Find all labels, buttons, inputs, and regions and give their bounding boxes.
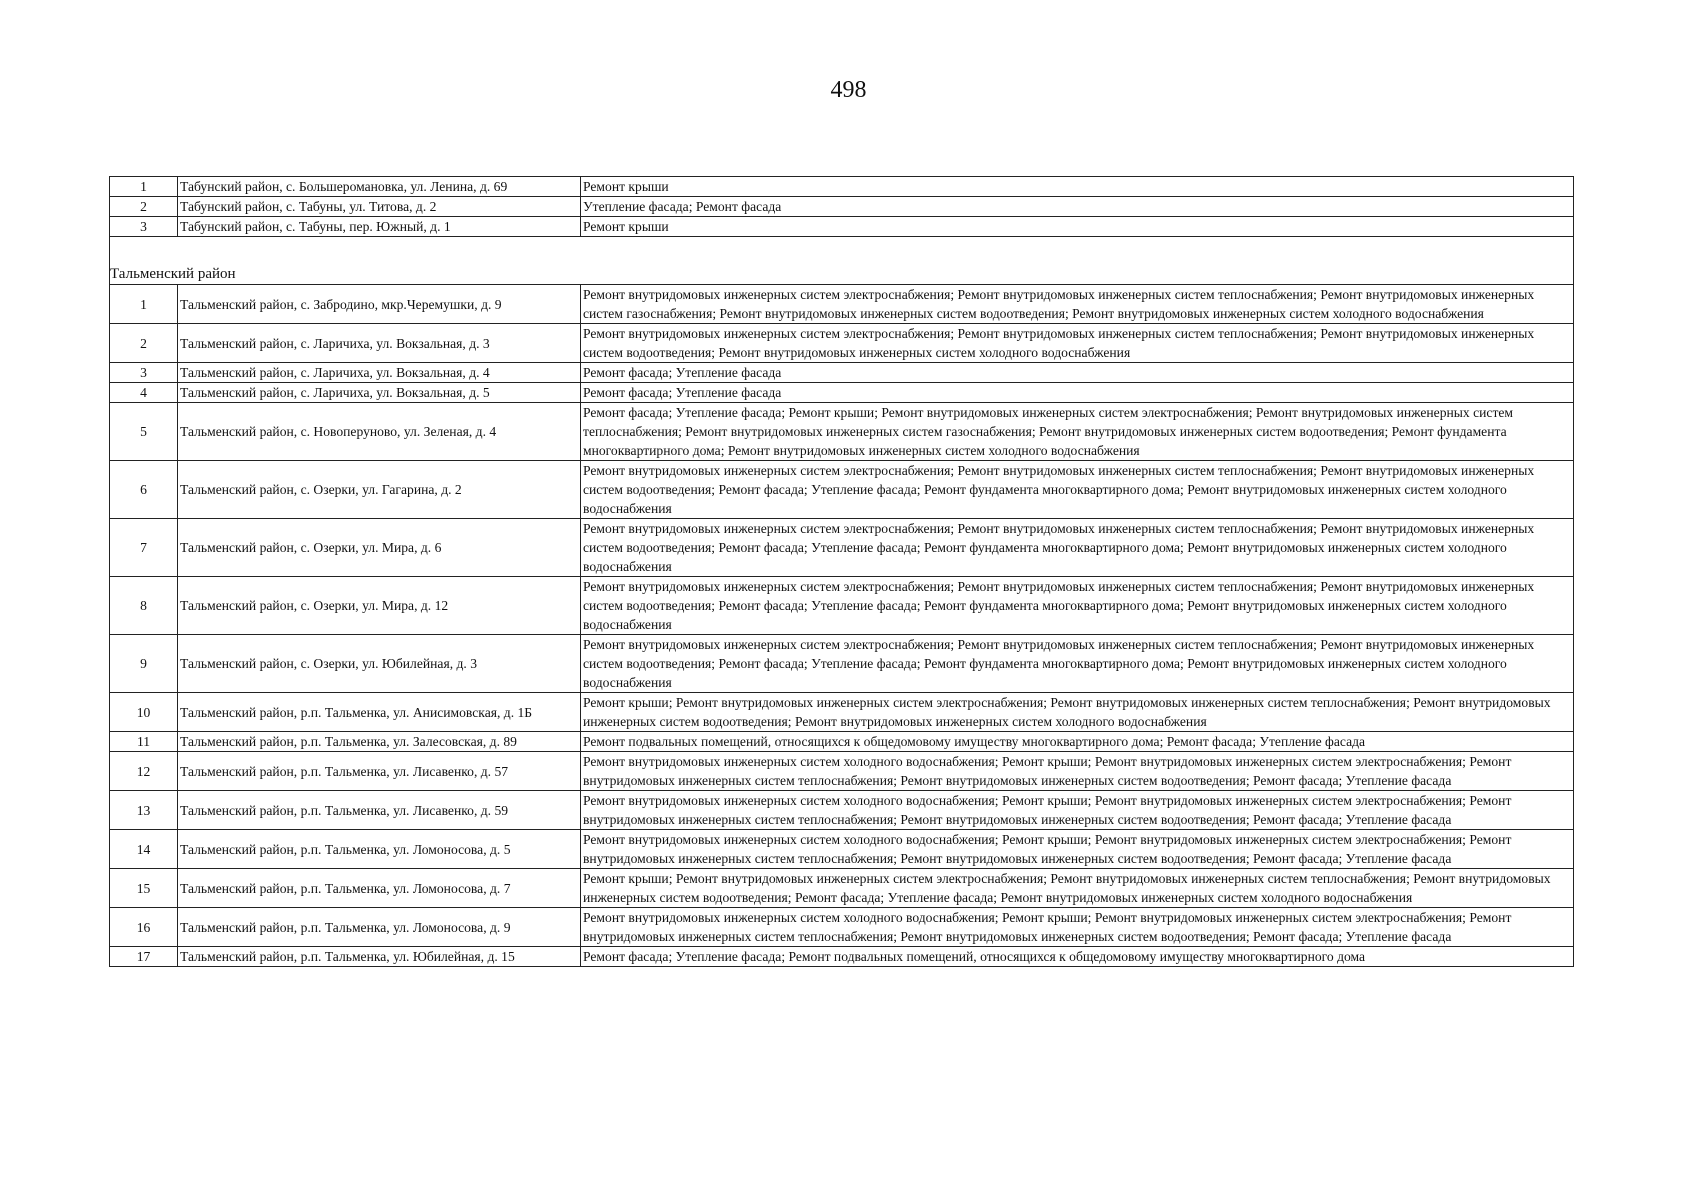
works-cell: Ремонт крыши; Ремонт внутридомовых инженерных систем электроснабжения; Ремонт внутридомовых инженерных систем теплоснабжения; Ремонт внутридомовых инженерных систем водоотведения; Ремонт внутридомовых инженерных систем холодного водоснабжения [581,693,1574,732]
works-cell: Ремонт внутридомовых инженерных систем электроснабжения; Ремонт внутридомовых инженерных систем теплоснабжения; Ремонт внутридомовых инженерных систем водоотведения; Ремонт внутридомовых инженерных систем холодного водоснабжения [581,324,1574,363]
address-cell: Тальменский район, р.п. Тальменка, ул. Юбилейная, д. 15 [178,947,581,967]
works-cell: Ремонт внутридомовых инженерных систем электроснабжения; Ремонт внутридомовых инженерных систем теплоснабжения; Ремонт внутридомовых инженерных систем водоотведения; Ремонт фасада; Утепление фасада; Ремонт фундамента многоквартирного дома; Ремонт внутридомовых инженерных систем холодного водоснабжения [581,519,1574,577]
repair-register-table [109,176,1574,967]
row-number: 17 [110,947,178,967]
address-cell: Тальменский район, с. Ларичиха, ул. Вокзальная, д. 4 [178,363,581,383]
row-number: 12 [110,752,178,791]
row-number: 15 [110,869,178,908]
address-cell: Тальменский район, р.п. Тальменка, ул. Ломоносова, д. 9 [178,908,581,947]
table-row [110,383,1574,403]
works-cell: Ремонт крыши; Ремонт внутридомовых инженерных систем электроснабжения; Ремонт внутридомовых инженерных систем теплоснабжения; Ремонт внутридомовых инженерных систем водоотведения; Ремонт фасада; Утепление фасада; Ремонт внутридомовых инженерных систем холодного водоснабжения [581,869,1574,908]
row-number: 9 [110,635,178,693]
works-cell: Ремонт фасада; Утепление фасада; Ремонт крыши; Ремонт внутридомовых инженерных систем электроснабжения; Ремонт внутридомовых инженерных систем теплоснабжения; Ремонт внутридомовых инженерных систем газоснабжения; Ремонт внутридомовых инженерных систем водоотведения; Ремонт фундамента многоквартирного дома; Ремонт внутридомовых инженерных систем холодного водоснабжения [581,403,1574,461]
table-row [110,830,1574,869]
address-cell: Тальменский район, с. Ларичиха, ул. Вокзальная, д. 3 [178,324,581,363]
address-cell: Тальменский район, с. Озерки, ул. Юбилейная, д. 3 [178,635,581,693]
row-number: 5 [110,403,178,461]
works-cell: Ремонт крыши [581,177,1574,197]
row-number: 2 [110,197,178,217]
works-cell: Ремонт крыши [581,217,1574,237]
works-cell: Ремонт внутридомовых инженерных систем электроснабжения; Ремонт внутридомовых инженерных систем теплоснабжения; Ремонт внутридомовых инженерных систем водоотведения; Ремонт фасада; Утепление фасада; Ремонт фундамента многоквартирного дома; Ремонт внутридомовых инженерных систем холодного водоснабжения [581,461,1574,519]
works-cell: Ремонт фасада; Утепление фасада [581,383,1574,403]
table-row [110,869,1574,908]
works-cell: Ремонт внутридомовых инженерных систем электроснабжения; Ремонт внутридомовых инженерных систем теплоснабжения; Ремонт внутридомовых инженерных систем газоснабжения; Ремонт внутридомовых инженерных систем водоотведения; Ремонт внутридомовых инженерных систем холодного водоснабжения [581,285,1574,324]
table-row [110,461,1574,519]
address-cell: Табунский район, с. Табуны, ул. Титова, д. 2 [178,197,581,217]
row-number: 10 [110,693,178,732]
table-row [110,403,1574,461]
row-number: 14 [110,830,178,869]
row-number: 6 [110,461,178,519]
works-cell: Ремонт подвальных помещений, относящихся к общедомовому имуществу многоквартирного дома; Ремонт фасада; Утепление фасада [581,732,1574,752]
address-cell: Тальменский район, с. Озерки, ул. Мира, д. 12 [178,577,581,635]
works-cell: Ремонт внутридомовых инженерных систем холодного водоснабжения; Ремонт крыши; Ремонт внутридомовых инженерных систем электроснабжения; Ремонт внутридомовых инженерных систем теплоснабжения; Ремонт внутридомовых инженерных систем водоотведения; Ремонт фасада; Утепление фасада [581,908,1574,947]
row-number: 7 [110,519,178,577]
row-number: 3 [110,217,178,237]
table-row [110,577,1574,635]
row-number: 16 [110,908,178,947]
table-row [110,791,1574,830]
table-row [110,324,1574,363]
table-row [110,908,1574,947]
address-cell: Тальменский район, с. Ларичиха, ул. Вокзальная, д. 5 [178,383,581,403]
works-cell: Ремонт внутридомовых инженерных систем электроснабжения; Ремонт внутридомовых инженерных систем теплоснабжения; Ремонт внутридомовых инженерных систем водоотведения; Ремонт фасада; Утепление фасада; Ремонт фундамента многоквартирного дома; Ремонт внутридомовых инженерных систем холодного водоснабжения [581,635,1574,693]
address-cell: Табунский район, с. Табуны, пер. Южный, д. 1 [178,217,581,237]
row-number: 8 [110,577,178,635]
section-header-row [110,237,1574,285]
table-row [110,217,1574,237]
address-cell: Табунский район, с. Большеромановка, ул. Ленина, д. 69 [178,177,581,197]
table-row [110,197,1574,217]
address-cell: Тальменский район, р.п. Тальменка, ул. Залесовская, д. 89 [178,732,581,752]
address-cell: Тальменский район, с. Новоперуново, ул. Зеленая, д. 4 [178,403,581,461]
works-cell: Ремонт фасада; Утепление фасада; Ремонт подвальных помещений, относящихся к общедомовому имуществу многоквартирного дома [581,947,1574,967]
table-row [110,285,1574,324]
row-number: 1 [110,177,178,197]
table-row [110,363,1574,383]
address-cell: Тальменский район, с. Озерки, ул. Гагарина, д. 2 [178,461,581,519]
works-cell: Ремонт фасада; Утепление фасада [581,363,1574,383]
address-cell: Тальменский район, с. Озерки, ул. Мира, д. 6 [178,519,581,577]
page-number: 498 [830,77,867,103]
works-cell: Ремонт внутридомовых инженерных систем холодного водоснабжения; Ремонт крыши; Ремонт внутридомовых инженерных систем электроснабжения; Ремонт внутридомовых инженерных систем теплоснабжения; Ремонт внутридомовых инженерных систем водоотведения; Ремонт фасада; Утепление фасада [581,830,1574,869]
table-row [110,177,1574,197]
table-row [110,519,1574,577]
address-cell: Тальменский район, р.п. Тальменка, ул. Ломоносова, д. 5 [178,830,581,869]
address-cell: Тальменский район, р.п. Тальменка, ул. Анисимовская, д. 1Б [178,693,581,732]
table-row [110,732,1574,752]
row-number: 1 [110,285,178,324]
table-row [110,947,1574,967]
row-number: 2 [110,324,178,363]
row-number: 11 [110,732,178,752]
address-cell: Тальменский район, р.п. Тальменка, ул. Лисавенко, д. 59 [178,791,581,830]
row-number: 13 [110,791,178,830]
address-cell: Тальменский район, р.п. Тальменка, ул. Лисавенко, д. 57 [178,752,581,791]
table-row [110,635,1574,693]
section-title: Тальменский район [110,237,1574,285]
works-cell: Утепление фасада; Ремонт фасада [581,197,1574,217]
table-row [110,693,1574,732]
row-number: 4 [110,383,178,403]
address-cell: Тальменский район, с. Забродино, мкр.Черемушки, д. 9 [178,285,581,324]
works-cell: Ремонт внутридомовых инженерных систем холодного водоснабжения; Ремонт крыши; Ремонт внутридомовых инженерных систем электроснабжения; Ремонт внутридомовых инженерных систем теплоснабжения; Ремонт внутридомовых инженерных систем водоотведения; Ремонт фасада; Утепление фасада [581,752,1574,791]
table-row [110,752,1574,791]
works-cell: Ремонт внутридомовых инженерных систем электроснабжения; Ремонт внутридомовых инженерных систем теплоснабжения; Ремонт внутридомовых инженерных систем водоотведения; Ремонт фасада; Утепление фасада; Ремонт фундамента многоквартирного дома; Ремонт внутридомовых инженерных систем холодного водоснабжения [581,577,1574,635]
address-cell: Тальменский район, р.п. Тальменка, ул. Ломоносова, д. 7 [178,869,581,908]
row-number: 3 [110,363,178,383]
works-cell: Ремонт внутридомовых инженерных систем холодного водоснабжения; Ремонт крыши; Ремонт внутридомовых инженерных систем электроснабжения; Ремонт внутридомовых инженерных систем теплоснабжения; Ремонт внутридомовых инженерных систем водоотведения; Ремонт фасада; Утепление фасада [581,791,1574,830]
